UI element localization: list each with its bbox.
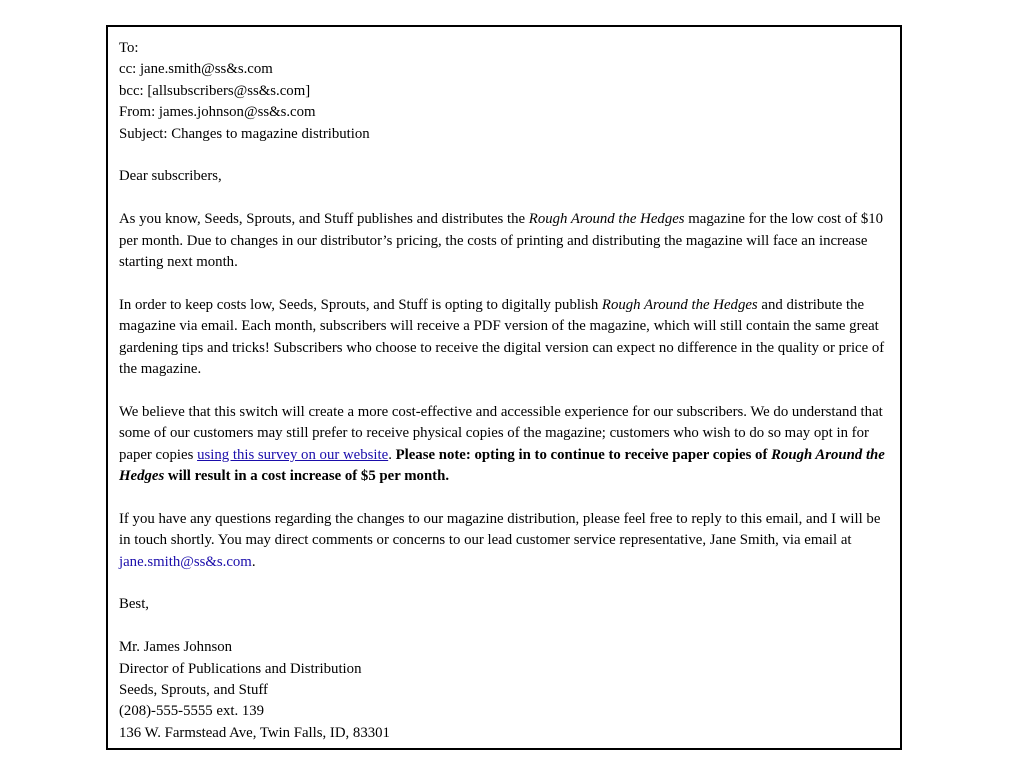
- spacer: [119, 616, 887, 637]
- paragraph-4-text-a: If you have any questions regarding the changes to our magazine distribution, please feel free to reply to this email, and I will be in touch shortly. You may direct comments or concerns to our lead customer service representative, Jane Smith, via email at: [119, 510, 881, 549]
- email-header: [119, 38, 887, 145]
- paragraph-2-text-a: In order to keep costs low, Seeds, Sprouts, and Stuff is opting to digitally publish: [119, 296, 602, 313]
- spacer: [119, 188, 887, 209]
- signature-block: [119, 637, 887, 744]
- bcc-line: bcc: [allsubscribers@ss&s.com]: [119, 82, 311, 99]
- spacer: [119, 273, 887, 294]
- paragraph-3-text-a: We believe that this switch will create a more cost-effective and accessible experience for our subscribers. We do understand that some of our customers may still prefer to receive physical copies of the magazine; customers who wish to do so may opt in for paper copies: [119, 403, 883, 463]
- paragraph-1: [119, 209, 887, 273]
- survey-link[interactable]: using this survey on our website: [197, 446, 389, 463]
- paragraph-2-text-b: and distribute the magazine via email. Each month, subscribers will receive a PDF version of the magazine, which will still contain the same great gardening tips and tricks! Subscribers who choose to receive the digital version can expect no difference in the quality or price of the magazine.: [119, 296, 885, 378]
- price-notice-text-b: will result in a cost increase of $5 per month.: [164, 468, 450, 485]
- paragraph-4-text-b: .: [251, 553, 256, 570]
- signature-phone: (208)-555-5555 ext. 139: [119, 703, 265, 720]
- price-notice-text-a: Please note: opting in to continue to receive paper copies of: [395, 446, 772, 463]
- email-document: [106, 25, 902, 750]
- greeting: Dear subscribers,: [119, 168, 222, 185]
- paragraph-1-text-b: magazine for the low cost of $10 per month. Due to changes in our distributor’s pricing, the costs of printing and distributing the magazine will face an increase starting next month.: [119, 211, 884, 271]
- magazine-title: Rough Around the Hedges: [528, 211, 685, 228]
- spacer: [119, 487, 887, 508]
- paragraph-3-text-b: .: [388, 446, 396, 463]
- signature-role: Director of Publications and Distribution: [119, 660, 362, 677]
- subject-line: Subject: Changes to magazine distribution: [119, 125, 370, 142]
- paragraph-2: [119, 295, 887, 381]
- magazine-title: Rough Around the Hedges: [601, 296, 758, 313]
- paragraph-3: [119, 402, 887, 488]
- to-line: To:: [119, 40, 139, 56]
- signature-company: Seeds, Sprouts, and Stuff: [119, 682, 268, 699]
- spacer: [119, 380, 887, 401]
- closing: Best,: [119, 596, 150, 613]
- magazine-title: Rough Around the Hedges: [119, 446, 885, 485]
- from-line: From: james.johnson@ss&s.com: [119, 104, 316, 121]
- contact-email-link[interactable]: jane.smith@ss&s.com: [119, 553, 252, 570]
- signature-name: Mr. James Johnson: [119, 639, 233, 656]
- spacer: [119, 573, 887, 594]
- cc-line: cc: jane.smith@ss&s.com: [119, 61, 273, 78]
- paragraph-1-text-a: As you know, Seeds, Sprouts, and Stuff publishes and distributes the: [119, 211, 529, 228]
- spacer: [119, 145, 887, 166]
- paragraph-4: [119, 509, 887, 573]
- signature-address: 136 W. Farmstead Ave, Twin Falls, ID, 83301: [119, 724, 390, 741]
